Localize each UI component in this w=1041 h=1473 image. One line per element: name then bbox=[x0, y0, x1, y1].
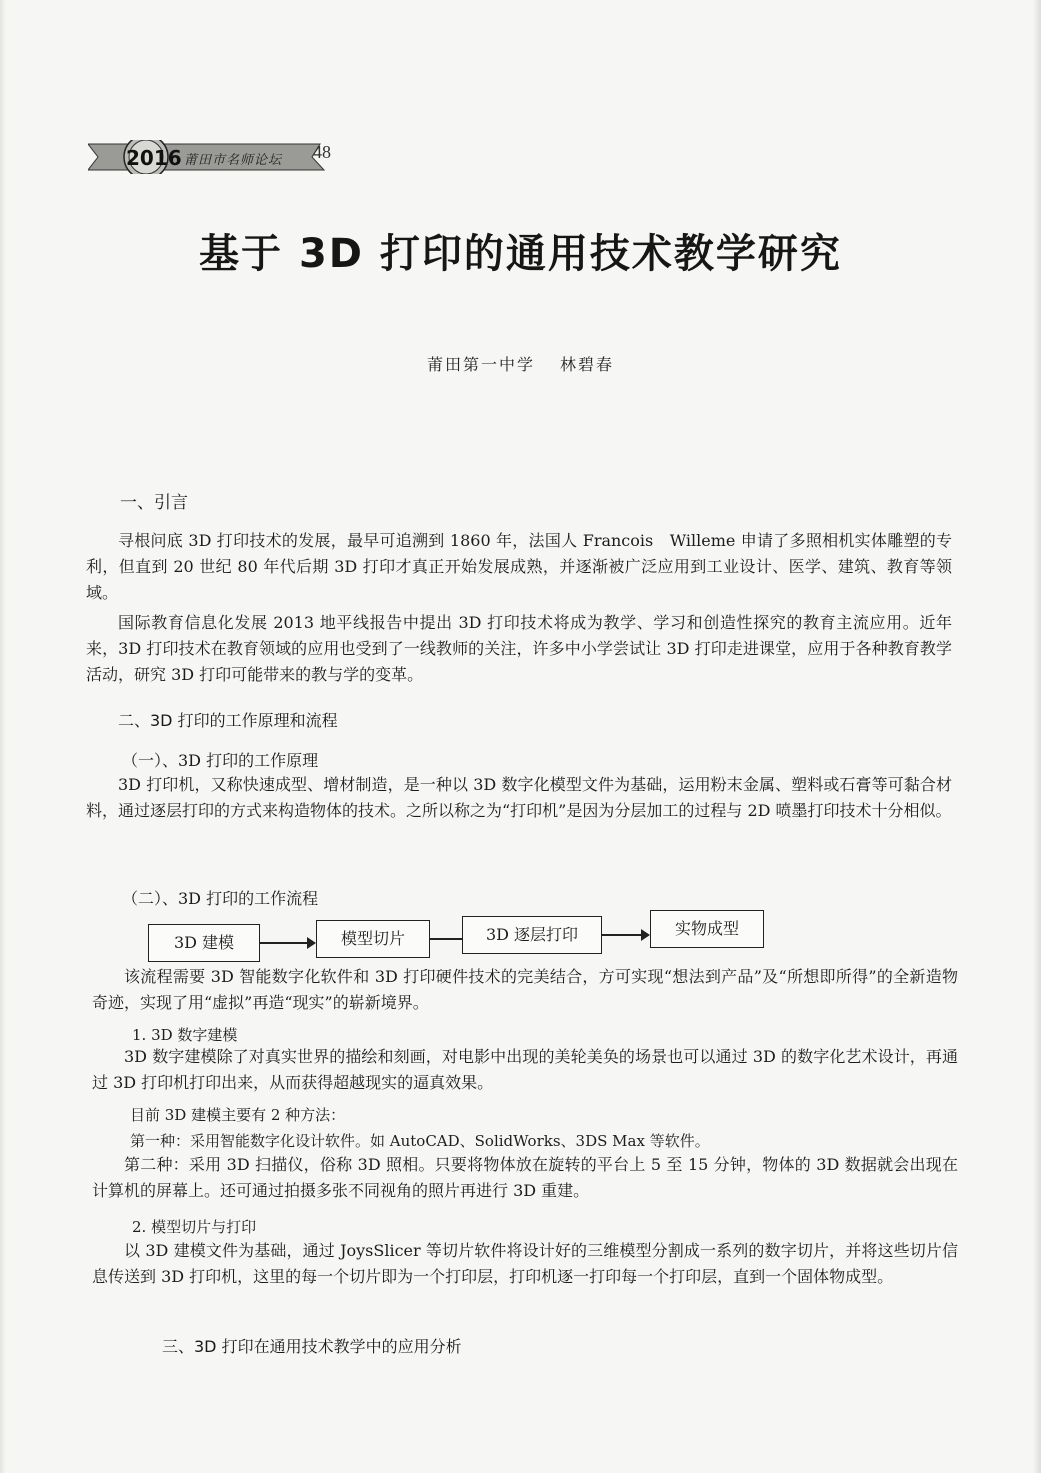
header-badge bbox=[88, 134, 338, 182]
header-forum-name: 莆田市名师论坛 bbox=[184, 153, 283, 168]
flow-step-modeling: 3D 建模 bbox=[148, 924, 260, 962]
flow-step-forming: 实物成型 bbox=[650, 910, 764, 948]
paragraph-principle: 3D 打印机，又称快速成型、增材制造，是一种以 3D 数字化模型文件为基础，运用粉末金属、塑料或石膏等可黏合材料，通过逐层打印的方式来构造物体的技术。之所以称之为“打印机”是因为分层加工的过程与 2D 喷墨打印技术十分相似。 bbox=[86, 775, 952, 820]
article-author: 莆田第一中学 林碧春 bbox=[426, 355, 615, 374]
flow-arrow-3 bbox=[602, 934, 648, 936]
process-flow-diagram bbox=[148, 906, 768, 962]
paragraph-modeling-1: 3D 数字建模除了对真实世界的描绘和刻画，对电影中出现的美轮美奂的场景也可以通过 3D 的数字化艺术设计，再通过 3D 打印机打印出来，从而获得超越现实的逼真效果。 bbox=[92, 1047, 958, 1092]
paragraph-intro-1: 寻根问底 3D 打印技术的发展，最早可追溯到 1860 年，法国人 Francois Willeme 申请了多照相机实体雕塑的专利，但直到 20 世纪 80 年代后期 3D 打印才真正开始发展成熟，并逐渐被广泛应用到工业设计、医学、建筑、教育等领域。 bbox=[86, 531, 952, 602]
section-heading-2: 二、3D 打印的工作原理和流程 bbox=[118, 711, 338, 730]
article-title: 基于 3D 打印的通用技术教学研究 bbox=[199, 231, 842, 277]
paragraph-slicing: 以 3D 建模文件为基础，通过 JoysSlicer 等切片软件将设计好的三维模型分割成一系列的数字切片，并将这些切片信息传送到 3D 打印机，这里的每一个切片即为一个打印层，打印机逐一打印每一个打印层，直到一个固体物成型。 bbox=[92, 1241, 958, 1286]
section-heading-1: 一、引言 bbox=[120, 493, 188, 513]
page-edge-right bbox=[1033, 0, 1041, 1473]
paragraph-process: 该流程需要 3D 智能数字化软件和 3D 打印硬件技术的完美结合，方可实现“想法到产品”及“所想即所得”的全新造物奇迹，实现了用“虚拟”再造“现实”的崭新境界。 bbox=[92, 967, 958, 1012]
paragraph-intro-2: 国际教育信息化发展 2013 地平线报告中提出 3D 打印技术将成为教学、学习和创造性探究的教育主流应用。近年来，3D 打印技术在教育领域的应用也受到了一线教师的关注，许多中小学尝试让 3D 打印走进课堂，应用于各种教育教学活动，研究 3D 打印可能带来的教与学的变革。 bbox=[86, 613, 952, 684]
paragraph-modeling-4: 第二种：采用 3D 扫描仪，俗称 3D 照相。只要将物体放在旋转的平台上 5 至 15 分钟，物体的 3D 数据就会出现在计算机的屏幕上。还可通过拍摄多张不同视角的照片再进行 3D 重建。 bbox=[92, 1155, 958, 1200]
section-heading-3: 三、3D 打印在通用技术教学中的应用分析 bbox=[162, 1337, 462, 1356]
paragraph-modeling-2: 目前 3D 建模主要有 2 种方法： bbox=[130, 1106, 346, 1124]
item-heading-modeling: 1. 3D 数字建模 bbox=[132, 1026, 238, 1044]
subsection-heading-process: （二）、3D 打印的工作流程 bbox=[122, 889, 319, 908]
header-year: 2016 bbox=[126, 146, 182, 170]
paragraph-modeling-3: 第一种：采用智能数字化设计软件。如 AutoCAD、SolidWorks、3DS Max 等软件。 bbox=[130, 1132, 710, 1150]
item-heading-slicing: 2. 模型切片与打印 bbox=[132, 1218, 257, 1236]
flow-arrow-1 bbox=[260, 942, 314, 944]
flow-step-printing: 3D 逐层打印 bbox=[462, 916, 602, 954]
page-number: 48 bbox=[313, 142, 331, 162]
page-edge-left bbox=[0, 0, 6, 1473]
subsection-heading-principle: （一）、3D 打印的工作原理 bbox=[122, 751, 319, 770]
flow-step-slicing: 模型切片 bbox=[316, 920, 430, 958]
